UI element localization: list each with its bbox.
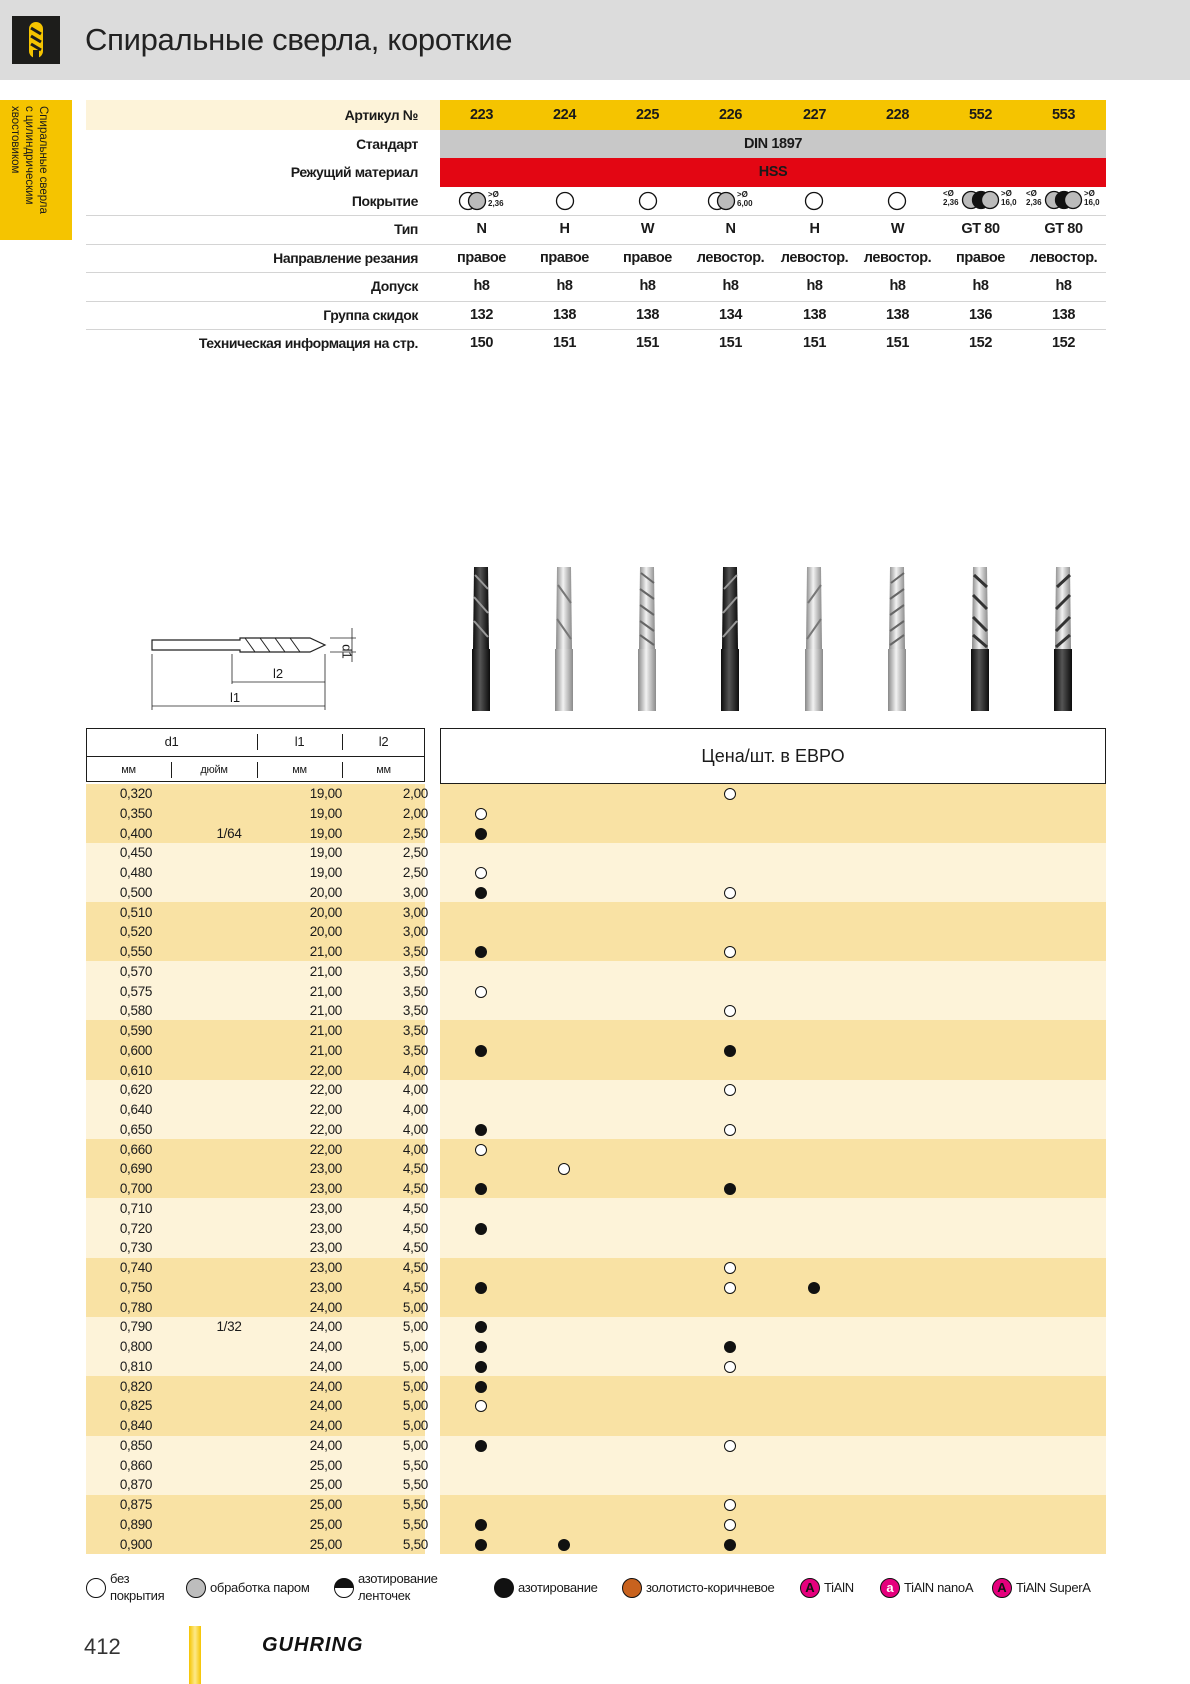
type-228: W (890, 221, 905, 237)
availability-open-icon (558, 1163, 570, 1175)
legend-steam-icon (186, 1578, 206, 1598)
cell-length-l1: 23,00 (309, 1240, 342, 1255)
cell-length-l1: 24,00 (309, 1379, 342, 1394)
tolerance-552: h8 (972, 278, 989, 294)
cell-length-l2: 4,50 (402, 1161, 428, 1176)
drill-image-224 (522, 563, 606, 715)
discount-226: 134 (719, 307, 742, 323)
col-header-d1-mm: мм (121, 764, 136, 776)
article-224: 224 (553, 107, 576, 123)
legend-gold: золотисто-коричневое (646, 1580, 775, 1595)
cell-length-l2: 4,00 (402, 1142, 428, 1157)
cell-diameter-mm: 0,400 (119, 826, 153, 841)
availability-open-icon (724, 1084, 736, 1096)
availability-open-icon (475, 867, 487, 879)
type-226: N (725, 221, 736, 237)
availability-stock-icon (475, 1381, 487, 1393)
article-226: 226 (719, 107, 742, 123)
cell-length-l1: 21,00 (309, 1023, 342, 1038)
row-group (86, 961, 1106, 1020)
drill-logo-icon (12, 16, 60, 64)
cell-length-l2: 4,50 (402, 1221, 428, 1236)
brand-logo: GUHRING (262, 1634, 364, 1656)
cell-length-l1: 24,00 (309, 1418, 342, 1433)
availability-open-icon (475, 1400, 487, 1412)
availability-open-icon (724, 946, 736, 958)
cell-length-l1: 21,00 (309, 1003, 342, 1018)
availability-open-icon (724, 1361, 736, 1373)
cell-diameter-mm: 0,620 (119, 1082, 153, 1097)
cell-diameter-mm: 0,850 (119, 1438, 153, 1453)
cell-length-l2: 5,00 (402, 1438, 428, 1453)
legend-gold-icon (622, 1578, 642, 1598)
cell-diameter-mm: 0,610 (119, 1063, 153, 1078)
col-header-l1-mm: мм (292, 764, 307, 776)
legend (86, 1568, 1106, 1608)
cell-diameter-mm: 0,350 (119, 806, 153, 821)
header-divider (86, 756, 425, 757)
coating-note: >Ø 2,36 (488, 190, 504, 208)
cell-length-l1: 23,00 (309, 1161, 342, 1176)
cell-length-l1: 25,00 (309, 1497, 342, 1512)
coating-224 (554, 191, 576, 218)
cell-diameter-mm: 0,660 (119, 1142, 153, 1157)
page-title: Спиральные сверла, короткие (85, 22, 513, 57)
availability-open-icon (475, 1144, 487, 1156)
article-553: 553 (1052, 107, 1075, 123)
cell-length-l1: 24,00 (309, 1300, 342, 1315)
cell-diameter-mm: 0,890 (119, 1517, 153, 1532)
cell-length-l1: 20,00 (309, 885, 342, 900)
cell-diameter-mm: 0,780 (119, 1300, 153, 1315)
cell-length-l1: 24,00 (309, 1339, 342, 1354)
label-article: Артикул № (344, 107, 418, 123)
cell-length-l2: 4,00 (402, 1102, 428, 1117)
cell-diameter-mm: 0,825 (119, 1398, 153, 1413)
direction-227: левостор. (780, 250, 849, 266)
coating-icon-uncoated (637, 191, 659, 213)
col-header-d1: d1 (164, 734, 179, 749)
availability-stock-icon (808, 1282, 820, 1294)
cell-length-l2: 3,50 (402, 964, 428, 979)
coating-227 (803, 191, 825, 218)
coating-icon-uncoated (803, 191, 825, 213)
coating-note: <Ø 2,36 (943, 189, 959, 207)
cell-diameter-inch: 1/32 (216, 1319, 242, 1334)
coating-note: <Ø 2,36 (1026, 189, 1042, 207)
cell-diameter-mm: 0,575 (119, 984, 153, 999)
cell-length-l1: 23,00 (309, 1260, 342, 1275)
cell-length-l2: 3,50 (402, 1003, 428, 1018)
cell-length-l1: 22,00 (309, 1142, 342, 1157)
side-tab-label: Спиральные сверла с цилиндрическим хвостовиком (9, 106, 49, 214)
direction-223: правое (457, 250, 506, 266)
direction-552: правое (956, 250, 1005, 266)
diagram-label-l1: l1 (230, 690, 241, 705)
cell-diameter-mm: 0,860 (119, 1458, 153, 1473)
page-number: 412 (84, 1634, 121, 1659)
label-type: Тип (394, 221, 418, 237)
drill-image-225 (605, 563, 689, 715)
cell-length-l1: 25,00 (309, 1458, 342, 1473)
cell-length-l1: 22,00 (309, 1122, 342, 1137)
cell-length-l2: 5,50 (402, 1497, 428, 1512)
cell-length-l2: 5,00 (402, 1339, 428, 1354)
cell-diameter-mm: 0,800 (119, 1339, 153, 1354)
cell-length-l2: 2,50 (402, 845, 428, 860)
legend-tialn-icon: A (800, 1578, 820, 1598)
footer-accent-bar (189, 1626, 201, 1684)
cell-diameter-mm: 0,320 (119, 786, 153, 801)
cell-length-l2: 3,50 (402, 984, 428, 999)
direction-228: левостор. (863, 250, 932, 266)
cell-length-l2: 5,00 (402, 1319, 428, 1334)
discount-224: 138 (553, 307, 576, 323)
col-header-d1-inch: дюйм (200, 764, 228, 776)
legend-steam: обработка паром (210, 1580, 310, 1595)
cell-length-l2: 3,50 (402, 1043, 428, 1058)
legend-tialn-super-icon: A (992, 1578, 1012, 1598)
article-227: 227 (803, 107, 826, 123)
cell-length-l1: 24,00 (309, 1359, 342, 1374)
availability-open-icon (724, 1124, 736, 1136)
techpage-553[interactable]: 152 (1052, 335, 1075, 351)
cell-length-l2: 2,50 (402, 865, 428, 880)
cell-length-l1: 24,00 (309, 1319, 342, 1334)
tolerance-223: h8 (473, 278, 490, 294)
cell-diameter-mm: 0,730 (119, 1240, 153, 1255)
techpage-225[interactable]: 151 (636, 335, 659, 351)
coating-icon-steam-nitride (961, 190, 1001, 212)
availability-stock-icon (724, 1045, 736, 1057)
cell-length-l1: 19,00 (309, 806, 342, 821)
availability-stock-icon (475, 1539, 487, 1551)
diagram-label-d1: d1 (339, 644, 355, 659)
cell-diameter-mm: 0,840 (119, 1418, 153, 1433)
cell-length-l1: 22,00 (309, 1063, 342, 1078)
availability-stock-icon (475, 828, 487, 840)
availability-open-icon (724, 1262, 736, 1274)
material-value: HSS (758, 164, 788, 180)
cell-length-l1: 19,00 (309, 845, 342, 860)
discount-553: 138 (1052, 307, 1075, 323)
tolerance-226: h8 (722, 278, 739, 294)
availability-stock-icon (475, 1223, 487, 1235)
discount-227: 138 (803, 307, 826, 323)
cell-diameter-mm: 0,550 (119, 944, 153, 959)
coating-225 (637, 191, 659, 218)
col-header-l2-mm: мм (376, 764, 391, 776)
cell-diameter-mm: 0,740 (119, 1260, 153, 1275)
label-standard: Стандарт (356, 136, 418, 152)
label-discount: Группа скидок (323, 307, 418, 323)
techpage-226[interactable]: 151 (719, 335, 742, 351)
discount-552: 136 (969, 307, 992, 323)
row-group (86, 1080, 1106, 1139)
coating-226 (707, 191, 767, 213)
availability-stock-icon (475, 1321, 487, 1333)
availability-stock-icon (475, 887, 487, 899)
availability-open-icon (724, 1282, 736, 1294)
cell-diameter-mm: 0,500 (119, 885, 153, 900)
discount-223: 132 (470, 307, 493, 323)
cell-length-l2: 5,00 (402, 1300, 428, 1315)
cell-diameter-mm: 0,510 (119, 905, 153, 920)
article-223: 223 (470, 107, 493, 123)
cell-length-l1: 22,00 (309, 1082, 342, 1097)
availability-stock-icon (475, 1183, 487, 1195)
availability-stock-icon (724, 1539, 736, 1551)
availability-stock-icon (724, 1183, 736, 1195)
row-divider (86, 272, 1106, 273)
tolerance-228: h8 (889, 278, 906, 294)
coating-icon-uncoated (886, 191, 908, 213)
price-header: Цена/шт. в ЕВРО (701, 746, 845, 766)
section-side-tab (0, 100, 72, 240)
cell-length-l2: 2,00 (402, 806, 428, 821)
legend-nitride-icon (494, 1578, 514, 1598)
availability-stock-icon (475, 1440, 487, 1452)
cell-diameter-mm: 0,700 (119, 1181, 153, 1196)
availability-open-icon (724, 1499, 736, 1511)
coating-223 (458, 191, 518, 213)
cell-length-l1: 23,00 (309, 1221, 342, 1236)
type-223: N (476, 221, 487, 237)
availability-stock-icon (475, 1341, 487, 1353)
col-header-l1: l1 (294, 734, 305, 749)
article-228: 228 (886, 107, 909, 123)
availability-stock-icon (475, 1124, 487, 1136)
drill-image-553 (1021, 563, 1105, 715)
cell-length-l1: 21,00 (309, 984, 342, 999)
cell-length-l1: 23,00 (309, 1280, 342, 1295)
row-group (86, 1258, 1106, 1317)
cell-length-l2: 5,00 (402, 1359, 428, 1374)
availability-open-icon (724, 788, 736, 800)
cell-length-l1: 22,00 (309, 1102, 342, 1117)
cell-diameter-mm: 0,600 (119, 1043, 153, 1058)
row-divider (86, 301, 1106, 302)
cell-length-l1: 19,00 (309, 865, 342, 880)
cell-length-l2: 4,50 (402, 1280, 428, 1295)
legend-tialn-nano-icon: a (880, 1578, 900, 1598)
type-553: GT 80 (1044, 221, 1083, 237)
col-header-l2: l2 (378, 734, 389, 749)
row-divider (86, 244, 1106, 245)
coating-icon-uncoated (554, 191, 576, 213)
label-tolerance: Допуск (371, 278, 418, 294)
cell-length-l2: 4,50 (402, 1240, 428, 1255)
cell-length-l1: 23,00 (309, 1201, 342, 1216)
cell-diameter-mm: 0,580 (119, 1003, 153, 1018)
cell-length-l2: 3,00 (402, 905, 428, 920)
coating-228 (886, 191, 908, 218)
techpage-227[interactable]: 151 (803, 335, 826, 351)
availability-open-icon (475, 808, 487, 820)
label-material: Режущий материал (290, 164, 418, 180)
availability-open-icon (475, 986, 487, 998)
cell-length-l2: 3,50 (402, 1023, 428, 1038)
cell-length-l2: 4,00 (402, 1063, 428, 1078)
cell-length-l2: 3,00 (402, 885, 428, 900)
label-techinfo: Техническая информация на стр. (198, 335, 418, 351)
row-group (86, 1495, 1106, 1554)
row-group (86, 1436, 1106, 1495)
techpage-228[interactable]: 151 (886, 335, 909, 351)
cell-length-l1: 24,00 (309, 1438, 342, 1453)
row-group (86, 843, 1106, 902)
discount-225: 138 (636, 307, 659, 323)
row-group (86, 1139, 1106, 1198)
availability-stock-icon (558, 1539, 570, 1551)
cell-length-l2: 2,00 (402, 786, 428, 801)
availability-stock-icon (475, 1282, 487, 1294)
drill-image-226 (688, 563, 772, 715)
cell-length-l1: 19,00 (309, 786, 342, 801)
legend-nitride-strip-icon (334, 1578, 354, 1598)
cell-length-l2: 4,00 (402, 1122, 428, 1137)
techpage-223[interactable]: 150 (470, 335, 493, 351)
cell-diameter-mm: 0,710 (119, 1201, 153, 1216)
cell-length-l2: 5,50 (402, 1517, 428, 1532)
cell-length-l2: 4,00 (402, 1082, 428, 1097)
drill-image-223 (439, 563, 523, 715)
techpage-224[interactable]: 151 (553, 335, 576, 351)
cell-length-l1: 23,00 (309, 1181, 342, 1196)
direction-225: правое (623, 250, 672, 266)
cell-length-l2: 4,50 (402, 1201, 428, 1216)
cell-diameter-mm: 0,820 (119, 1379, 153, 1394)
cell-length-l1: 25,00 (309, 1477, 342, 1492)
cell-length-l1: 21,00 (309, 944, 342, 959)
row-group (86, 902, 1106, 961)
coating-icon-steam-nitride (1044, 190, 1084, 212)
cell-length-l1: 21,00 (309, 964, 342, 979)
cell-diameter-mm: 0,790 (119, 1319, 153, 1334)
label-direction: Направление резания (273, 250, 418, 266)
cell-diameter-mm: 0,520 (119, 924, 153, 939)
cell-diameter-inch: 1/64 (216, 826, 242, 841)
discount-228: 138 (886, 307, 909, 323)
availability-open-icon (724, 887, 736, 899)
cell-length-l2: 5,00 (402, 1418, 428, 1433)
cell-length-l1: 25,00 (309, 1517, 342, 1532)
cell-length-l2: 5,00 (402, 1398, 428, 1413)
cell-length-l2: 5,00 (402, 1379, 428, 1394)
availability-stock-icon (475, 1519, 487, 1531)
tolerance-224: h8 (556, 278, 573, 294)
cell-diameter-mm: 0,570 (119, 964, 153, 979)
cell-length-l2: 4,50 (402, 1181, 428, 1196)
cell-diameter-mm: 0,450 (119, 845, 153, 860)
cell-diameter-mm: 0,870 (119, 1477, 153, 1492)
label-coating: Покрытие (351, 193, 418, 209)
drill-dimension-diagram (140, 620, 380, 710)
row-group (86, 1376, 1106, 1436)
cell-length-l2: 2,50 (402, 826, 428, 841)
direction-226: левостор. (696, 250, 765, 266)
row-divider (86, 215, 1106, 216)
cell-length-l1: 21,00 (309, 1043, 342, 1058)
legend-tialn: TiAlN (824, 1580, 854, 1595)
type-227: H (809, 221, 820, 237)
cell-diameter-mm: 0,650 (119, 1122, 153, 1137)
type-225: W (640, 221, 655, 237)
cell-length-l2: 4,50 (402, 1260, 428, 1275)
cell-length-l1: 24,00 (309, 1398, 342, 1413)
legend-tialn-nano: TiAlN nanoA (904, 1580, 974, 1595)
techpage-552[interactable]: 152 (969, 335, 992, 351)
legend-uncoated-icon (86, 1578, 106, 1598)
cell-diameter-mm: 0,720 (119, 1221, 153, 1236)
diagram-label-l2: l2 (273, 666, 284, 681)
drill-image-552 (938, 563, 1022, 715)
coating-553 (1026, 189, 1106, 213)
availability-stock-icon (475, 946, 487, 958)
tolerance-553: h8 (1055, 278, 1072, 294)
availability-stock-icon (475, 1045, 487, 1057)
availability-open-icon (724, 1440, 736, 1452)
cell-length-l2: 5,50 (402, 1458, 428, 1473)
availability-stock-icon (475, 1361, 487, 1373)
cell-length-l2: 3,50 (402, 944, 428, 959)
cell-length-l2: 5,50 (402, 1477, 428, 1492)
type-224: H (559, 221, 570, 237)
availability-open-icon (724, 1519, 736, 1531)
legend-nitride-strip: азотирование ленточек (358, 1571, 438, 1603)
availability-open-icon (724, 1005, 736, 1017)
cell-diameter-mm: 0,810 (119, 1359, 153, 1374)
standard-value: DIN 1897 (743, 136, 803, 152)
legend-tialn-super: TiAlN SuperA (1016, 1580, 1091, 1595)
coating-note: >Ø 16,0 (1001, 189, 1017, 207)
type-552: GT 80 (961, 221, 1000, 237)
cell-length-l2: 3,00 (402, 924, 428, 939)
direction-224: правое (540, 250, 589, 266)
drill-image-228 (855, 563, 939, 715)
cell-diameter-mm: 0,590 (119, 1023, 153, 1038)
cell-length-l1: 25,00 (309, 1537, 342, 1552)
article-225: 225 (636, 107, 659, 123)
cell-diameter-mm: 0,900 (119, 1537, 153, 1552)
row-group (86, 1198, 1106, 1258)
cell-diameter-mm: 0,480 (119, 865, 153, 880)
availability-stock-icon (724, 1341, 736, 1353)
coating-552 (943, 189, 1023, 213)
direction-553: левостор. (1029, 250, 1098, 266)
cell-diameter-mm: 0,690 (119, 1161, 153, 1176)
cell-length-l2: 5,50 (402, 1537, 428, 1552)
coating-note: >Ø 16,0 (1084, 189, 1100, 207)
row-divider (86, 329, 1106, 330)
cell-length-l1: 19,00 (309, 826, 342, 841)
legend-nitride: азотирование (518, 1580, 598, 1595)
article-552: 552 (969, 107, 992, 123)
cell-length-l1: 20,00 (309, 905, 342, 920)
legend-uncoated: без покрытия (110, 1571, 165, 1603)
cell-diameter-mm: 0,750 (119, 1280, 153, 1295)
tolerance-225: h8 (639, 278, 656, 294)
cell-diameter-mm: 0,875 (119, 1497, 153, 1512)
tolerance-227: h8 (806, 278, 823, 294)
drill-image-227 (772, 563, 856, 715)
row-group (86, 1020, 1106, 1080)
cell-diameter-mm: 0,640 (119, 1102, 153, 1117)
cell-length-l1: 20,00 (309, 924, 342, 939)
coating-note: >Ø 6,00 (737, 190, 753, 208)
